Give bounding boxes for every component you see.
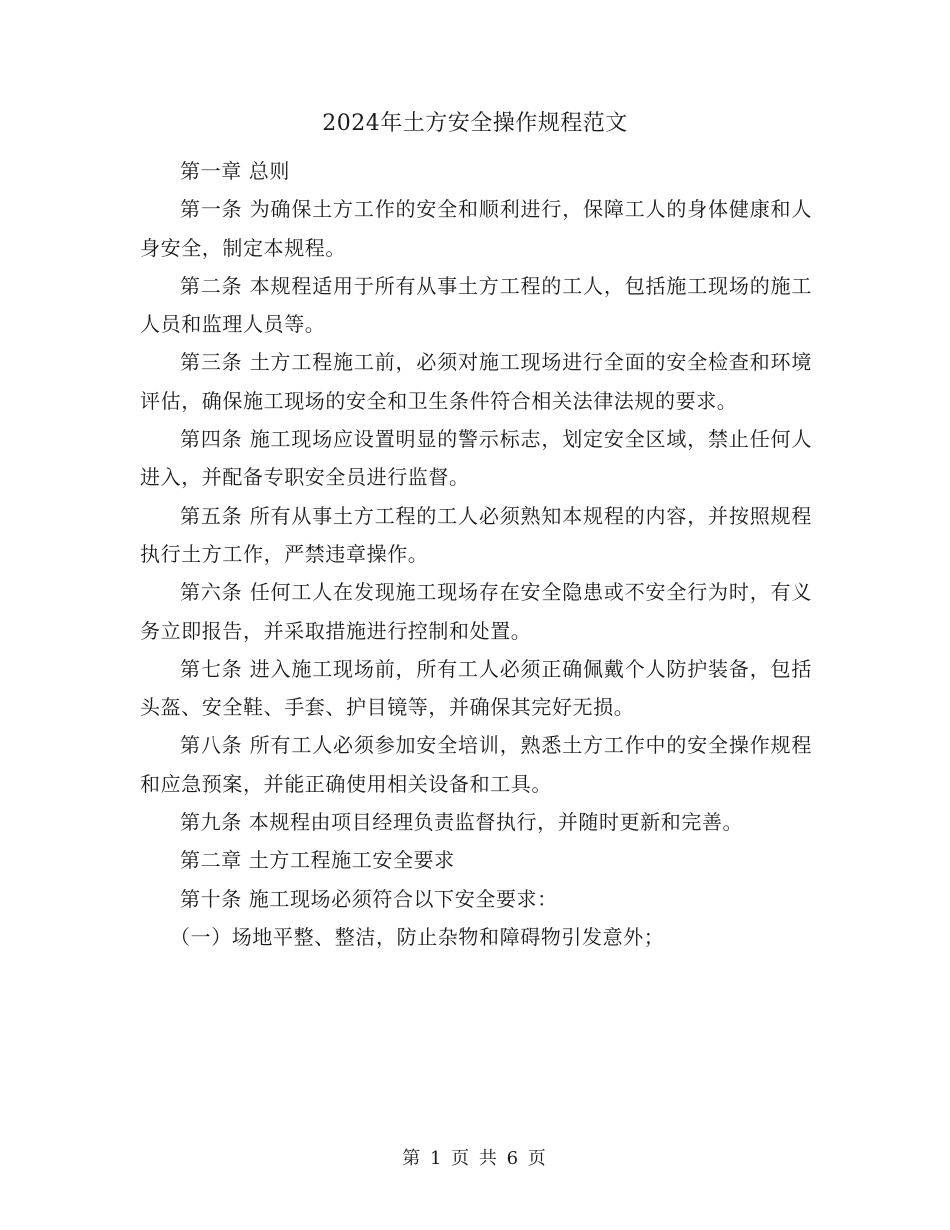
- list-item: （一）场地平整、整洁，防止杂物和障碍物引发意外；: [170, 924, 665, 949]
- article-paragraph: 第三条 土方工程施工前，必须对施工现场进行全面的安全检查和环境评估，确保施工现场的安全和卫生条件符合相关法律法规的要求。: [140, 350, 812, 413]
- chapter-heading: 第一章 总则: [180, 159, 290, 183]
- article-paragraph: 第十条 施工现场必须符合以下安全要求：: [180, 886, 558, 911]
- article-paragraph: 第九条 本规程由项目经理负责监督执行，并随时更新和完善。: [180, 810, 744, 835]
- article-paragraph: 第六条 任何工人在发现施工现场存在安全隐患或不安全行为时，有义务立即报告，并采取措施进行控制和处置。: [140, 580, 812, 643]
- article-paragraph: 第四条 施工现场应设置明显的警示标志，划定安全区域，禁止任何人进入，并配备专职安全员进行监督。: [140, 427, 812, 490]
- article-paragraph: 第二条 本规程适用于所有从事土方工程的工人，包括施工现场的施工人员和监理人员等。: [140, 273, 812, 337]
- article-paragraph: 第七条 进入施工现场前，所有工人必须正确佩戴个人防护装备，包括头盔、安全鞋、手套、护目镜等，并确保其完好无损。: [140, 656, 812, 720]
- document-body: [140, 152, 812, 956]
- article-paragraph: 第一条 为确保土方工作的安全和顺利进行，保障工人的身体健康和人身安全，制定本规程。: [140, 197, 812, 260]
- article-paragraph: 第八条 所有工人必须参加安全培训，熟悉土方工作中的安全操作规程和应急预案，并能正确使用相关设备和工具。: [140, 733, 812, 796]
- article-paragraph: 第五条 所有从事土方工程的工人必须熟知本规程的内容，并按照规程执行土方工作，严禁违章操作。: [140, 503, 812, 566]
- chapter-heading: 第二章 土方工程施工安全要求: [180, 848, 455, 873]
- page-footer: 第 1 页 共 6 页: [402, 1148, 548, 1169]
- document-title: 2024年土方安全操作规程范文: [322, 111, 628, 136]
